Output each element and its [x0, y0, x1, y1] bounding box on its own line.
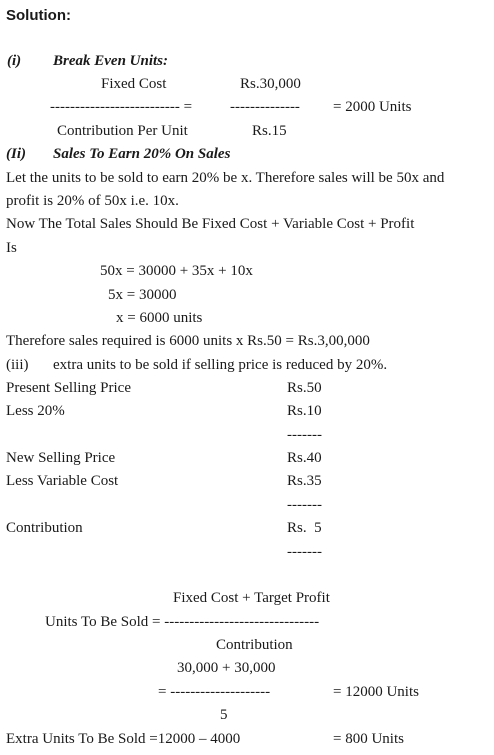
solution-heading: Solution: [6, 7, 71, 24]
calc-numerator: 30,000 + 30,000 [177, 660, 276, 676]
row-label-present-selling-price: Present Selling Price [6, 380, 131, 396]
part2-title: Sales To Earn 20% On Sales [53, 146, 231, 162]
extra-units-lhs: Extra Units To Be Sold =12000 – 4000 [6, 731, 241, 747]
part2-line3: Now The Total Sales Should Be Fixed Cost + Variable Cost + Profit [6, 216, 415, 232]
row-label-less-20: Less 20% [6, 403, 65, 419]
part2-line4: Is [6, 240, 17, 256]
part2-equation-3: x = 6000 units [116, 310, 203, 326]
calc-denominator: 5 [220, 707, 228, 723]
extra-units-result: = 800 Units [333, 731, 404, 747]
calc-dashes: = -------------------- [158, 684, 271, 700]
row-label-contribution: Contribution [6, 520, 83, 536]
part2-equation-2: 5x = 30000 [108, 287, 177, 303]
row-value-less-20: Rs.10 [287, 403, 322, 419]
part2-label: (Ii) [6, 146, 26, 162]
part1-title: Break Even Units: [53, 53, 169, 69]
part1-label: (i) [7, 53, 22, 69]
row-value-contribution: Rs. 5 [287, 520, 322, 536]
row-separator-1: ------- [287, 427, 322, 443]
row-value-present-selling-price: Rs.50 [287, 380, 322, 396]
calc-result: = 12000 Units [333, 684, 419, 700]
part1-dashes-left: -------------------------- = [50, 99, 193, 115]
row-label-less-variable-cost: Less Variable Cost [6, 473, 119, 489]
row-separator-2: ------- [287, 497, 322, 513]
formula-lhs: Units To Be Sold = ------------------------------- [45, 614, 320, 630]
row-value-new-selling-price: Rs.40 [287, 450, 322, 466]
formula-numerator: Fixed Cost + Target Profit [173, 590, 330, 606]
row-label-new-selling-price: New Selling Price [6, 450, 116, 466]
part3-title: extra units to be sold if selling price is reduced by 20%. [53, 357, 388, 373]
part1-denominator-label: Contribution Per Unit [57, 123, 188, 139]
part1-numerator-label: Fixed Cost [101, 76, 167, 92]
row-separator-3: ------- [287, 544, 322, 560]
row-value-less-variable-cost: Rs.35 [287, 473, 322, 489]
part2-conclusion: Therefore sales required is 6000 units x Rs.50 = Rs.3,00,000 [6, 333, 370, 349]
part2-line2: profit is 20% of 50x i.e. 10x. [6, 193, 179, 209]
part2-equation-1: 50x = 30000 + 35x + 10x [100, 263, 253, 279]
part3-label: (iii) [6, 357, 29, 373]
formula-denominator: Contribution [216, 637, 293, 653]
part1-result: = 2000 Units [333, 99, 412, 115]
part1-numerator-value: Rs.30,000 [240, 76, 301, 92]
part2-line1: Let the units to be sold to earn 20% be x. Therefore sales will be 50x and [6, 170, 445, 186]
part1-dashes-right: -------------- [230, 99, 300, 115]
part1-denominator-value: Rs.15 [252, 123, 287, 139]
